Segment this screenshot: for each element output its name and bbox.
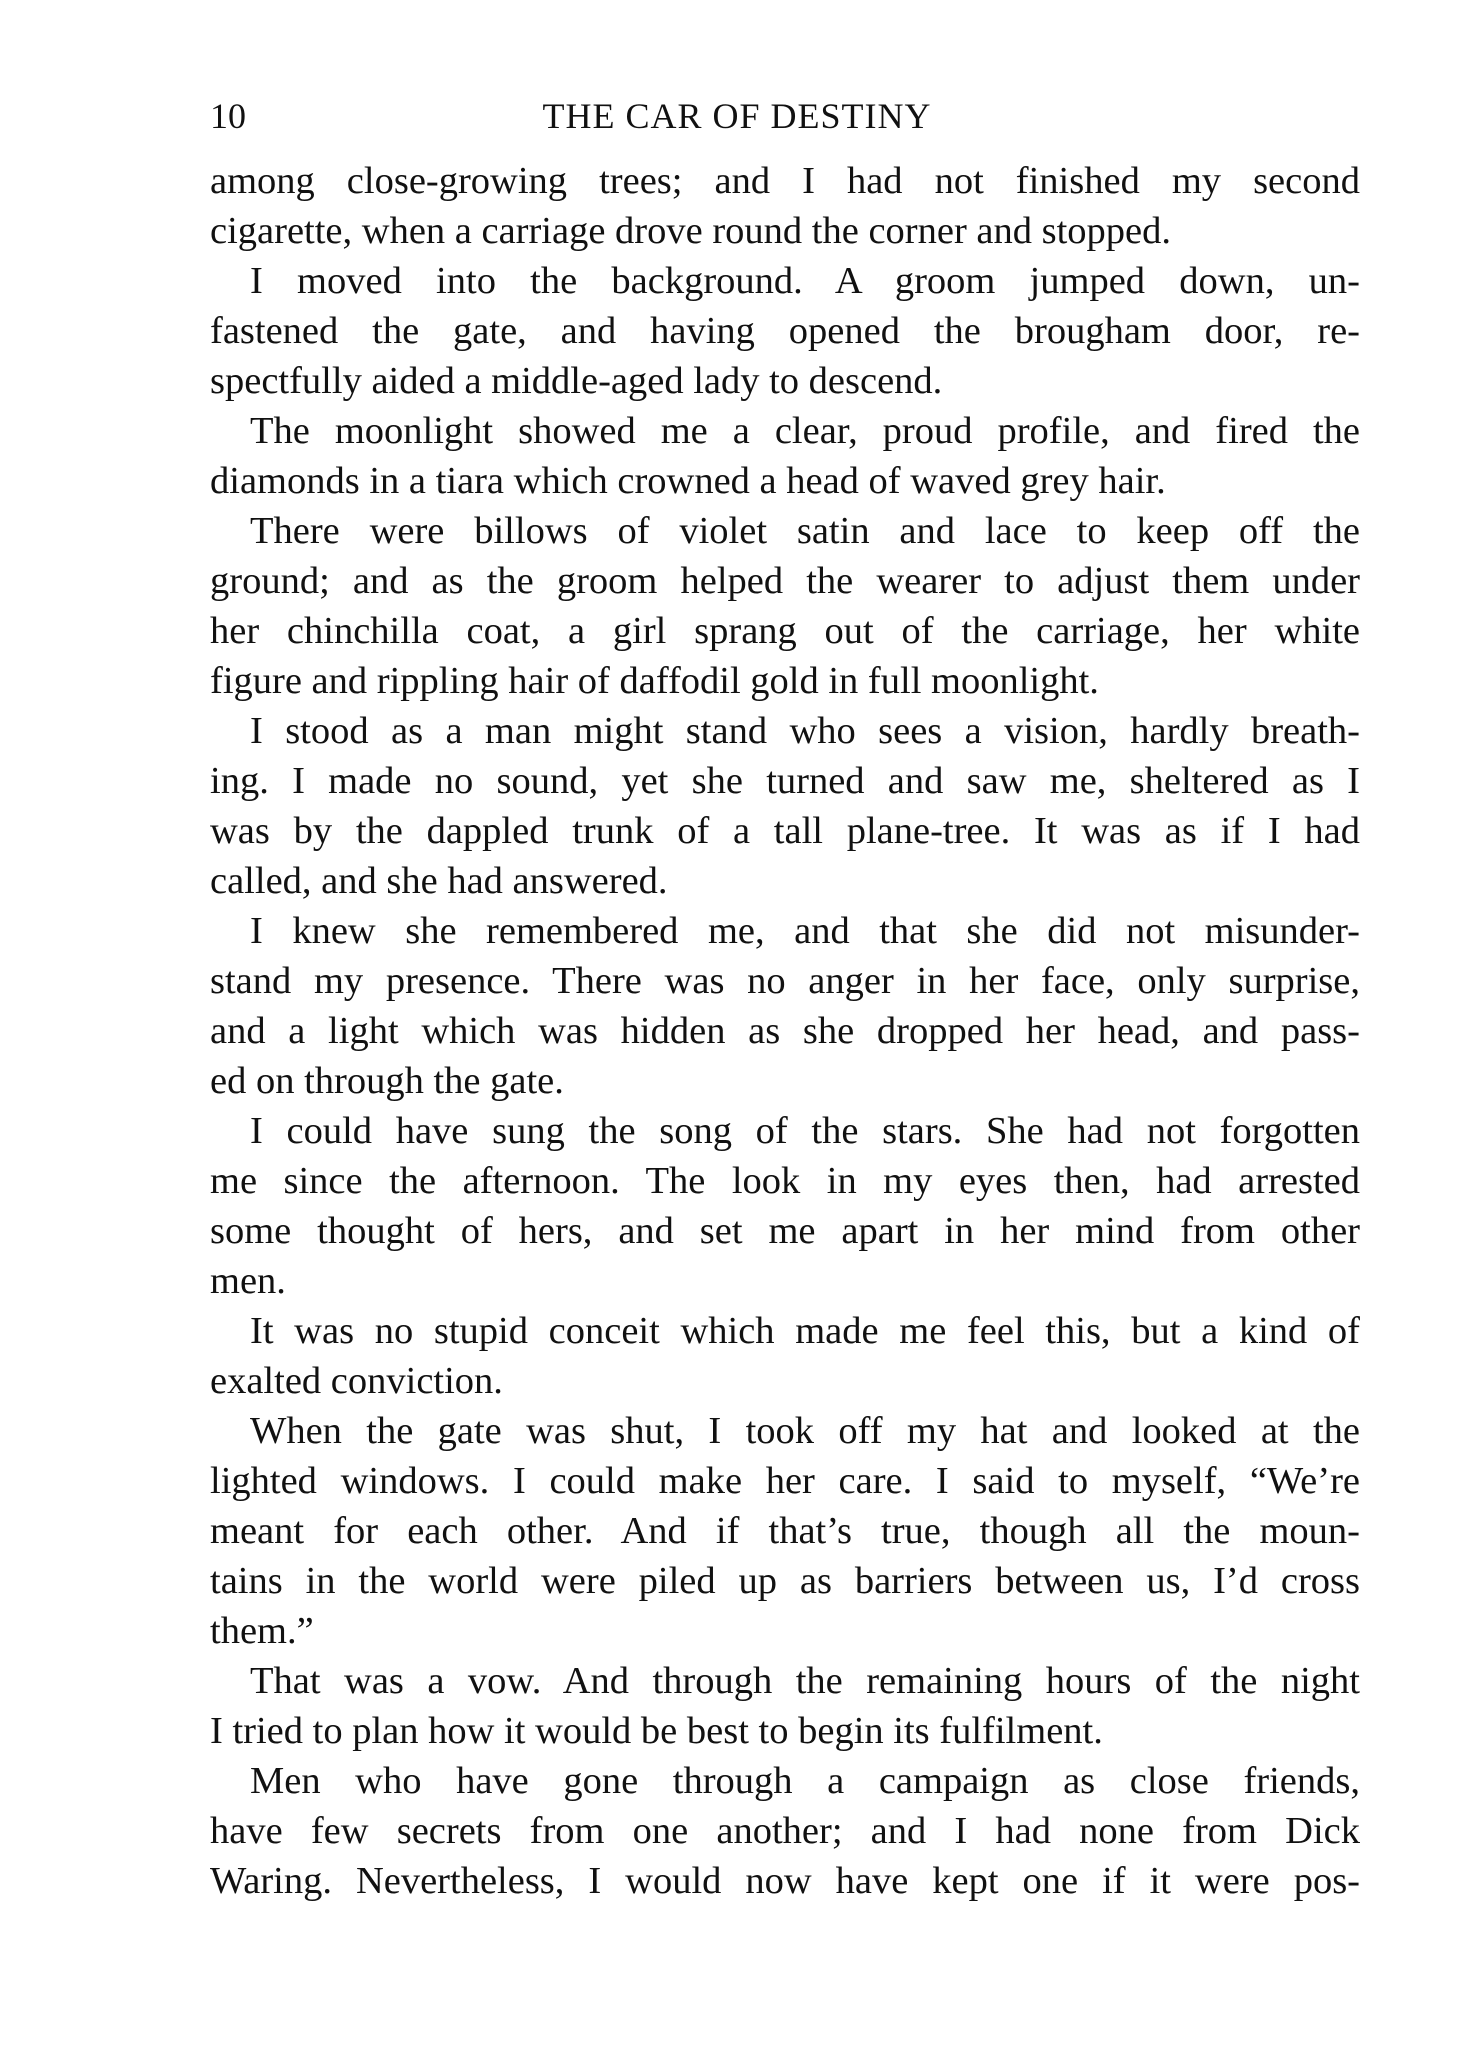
- page-number: 10: [210, 96, 246, 136]
- body-text: [210, 156, 1360, 1906]
- paragraph: [210, 906, 1360, 1106]
- text-line: I tried to plan how it would be best to begin its fulfilment.: [210, 1710, 1103, 1752]
- text-line: exalted conviction.: [210, 1360, 503, 1402]
- text-line: ground; and as the groom helped the wearer to adjust them under: [210, 560, 1360, 602]
- text-line: have few secrets from one another; and I had none from Dick: [210, 1810, 1360, 1852]
- text-line: When the gate was shut, I took off my hat and looked at the: [250, 1410, 1360, 1452]
- text-line: Men who have gone through a campaign as close friends,: [250, 1760, 1360, 1802]
- text-line: cigarette, when a carriage drove round the corner and stopped.: [210, 210, 1171, 252]
- text-line: ed on through the gate.: [210, 1060, 564, 1102]
- text-line: me since the afternoon. The look in my eyes then, had arrested: [210, 1160, 1360, 1202]
- text-line: Waring. Nevertheless, I would now have kept one if it were pos-: [210, 1860, 1360, 1902]
- paragraph: [210, 506, 1360, 706]
- page-header: [210, 88, 1350, 144]
- text-line: fastened the gate, and having opened the brougham door, re-: [210, 310, 1360, 352]
- text-line: It was no stupid conceit which made me feel this, but a kind of: [250, 1310, 1360, 1352]
- text-line: her chinchilla coat, a girl sprang out of the carriage, her white: [210, 610, 1360, 652]
- text-line: The moonlight showed me a clear, proud profile, and fired the: [250, 410, 1360, 452]
- text-line: I could have sung the song of the stars. She had not forgotten: [250, 1110, 1360, 1152]
- paragraph: [210, 1656, 1360, 1756]
- paragraph: [210, 256, 1360, 406]
- paragraph: [210, 706, 1360, 906]
- running-title: THE CAR OF DESTINY: [542, 96, 932, 136]
- paragraph: [210, 1756, 1360, 1906]
- text-line: and a light which was hidden as she dropped her head, and pass-: [210, 1010, 1360, 1052]
- text-line: among close-growing trees; and I had not finished my second: [210, 160, 1360, 202]
- paragraph: [210, 1106, 1360, 1306]
- text-line: figure and rippling hair of daffodil gold in full moonlight.: [210, 660, 1099, 702]
- text-line: lighted windows. I could make her care. I said to myself, “We’re: [210, 1460, 1360, 1502]
- text-line: men.: [210, 1260, 286, 1302]
- text-line: tains in the world were piled up as barriers between us, I’d cross: [210, 1560, 1360, 1602]
- paragraph: [210, 1306, 1360, 1406]
- text-line: That was a vow. And through the remaining hours of the night: [250, 1660, 1360, 1702]
- paragraph: [210, 156, 1360, 256]
- text-line: ing. I made no sound, yet she turned and saw me, sheltered as I: [210, 760, 1360, 802]
- text-line: spectfully aided a middle-aged lady to descend.: [210, 360, 943, 402]
- text-line: was by the dappled trunk of a tall plane-tree. It was as if I had: [210, 810, 1360, 852]
- text-line: called, and she had answered.: [210, 860, 668, 902]
- text-line: some thought of hers, and set me apart in her mind from other: [210, 1210, 1360, 1252]
- text-line: I stood as a man might stand who sees a vision, hardly breath-: [250, 710, 1360, 752]
- text-line: meant for each other. And if that’s true, though all the moun-: [210, 1510, 1360, 1552]
- paragraph: [210, 406, 1360, 506]
- text-line: There were billows of violet satin and lace to keep off the: [250, 510, 1360, 552]
- text-line: I moved into the background. A groom jumped down, un-: [250, 260, 1360, 302]
- text-line: diamonds in a tiara which crowned a head of waved grey hair.: [210, 460, 1166, 502]
- text-line: stand my presence. There was no anger in her face, only surprise,: [210, 960, 1360, 1002]
- text-line: them.”: [210, 1610, 314, 1652]
- text-line: I knew she remembered me, and that she did not misunder-: [250, 910, 1360, 952]
- paragraph: [210, 1406, 1360, 1656]
